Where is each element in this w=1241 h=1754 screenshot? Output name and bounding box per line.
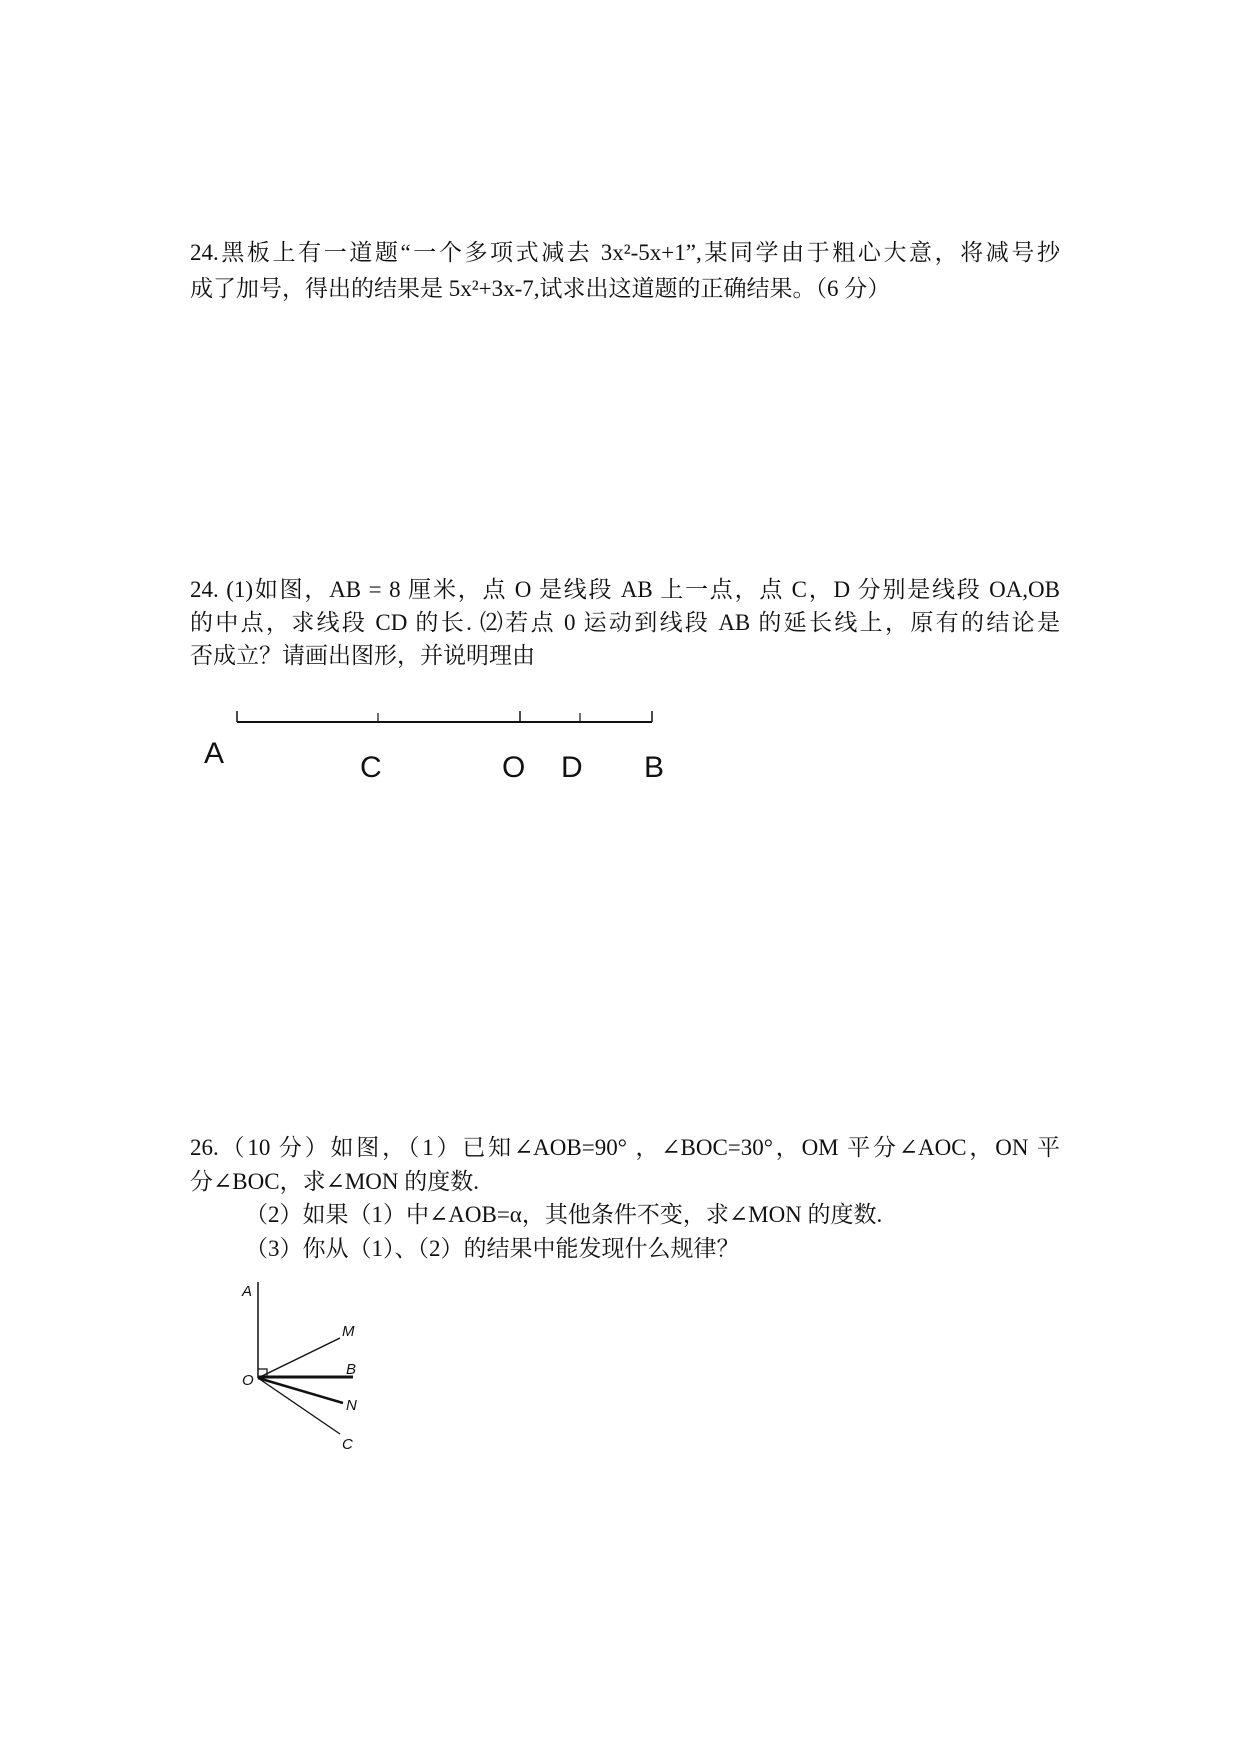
point-label-a: A — [204, 737, 225, 770]
point-label-c: C — [360, 751, 382, 784]
problem-line: 分∠BOC，求∠MON 的度数. — [190, 1168, 480, 1194]
segment-figure — [180, 690, 680, 790]
angle-label-n: N — [346, 1397, 357, 1414]
problem-26-angles — [190, 1131, 1060, 1265]
ray-on — [258, 1378, 343, 1403]
ray-oc — [258, 1378, 340, 1434]
problem-line: 的中点，求线段 CD 的长. ⑵若点 0 运动到线段 AB 的延长线上，原有的结论是 — [190, 610, 1060, 635]
angle-label-m: M — [342, 1323, 355, 1340]
point-label-b: B — [644, 751, 665, 784]
angle-figure — [220, 1270, 380, 1460]
problem-line: 26.（10 分）如图，（1）已知∠AOB=90° ，∠BOC=30°，OM 平分∠AOC，ON 平 — [190, 1135, 1060, 1160]
problem-line: （2）如果（1）中∠AOB=α，其他条件不变，求∠MON 的度数. — [245, 1202, 883, 1227]
problem-line: 成了加号，得出的结果是 5x²+3x-7,试求出这道题的正确结果。（6 分） — [190, 276, 891, 301]
problem-line: 24. (1)如图，AB = 8 厘米，点 O 是线段 AB 上一点，点 C，D 分别是线段 OA,OB — [190, 577, 1060, 602]
angle-label-o: O — [242, 1372, 254, 1389]
point-label-d: D — [561, 751, 583, 784]
problem-line: 否成立？请画出图形，并说明理由 — [190, 643, 535, 668]
problem-24-polynomial — [190, 235, 1060, 307]
angle-label-b: B — [346, 1361, 357, 1378]
problem-24-segment — [190, 573, 1060, 672]
point-label-o: O — [502, 751, 526, 784]
ray-om — [258, 1338, 340, 1378]
problem-line: 24.黑板上有一道题“一个多项式减去 3x²-5x+1”,某同学由于粗心大意，将减号抄 — [190, 240, 1060, 265]
angle-label-a: A — [242, 1283, 253, 1300]
problem-line: （3）你从（1）、（2）的结果中能发现什么规律？ — [245, 1235, 740, 1261]
angle-label-c: C — [342, 1436, 353, 1453]
